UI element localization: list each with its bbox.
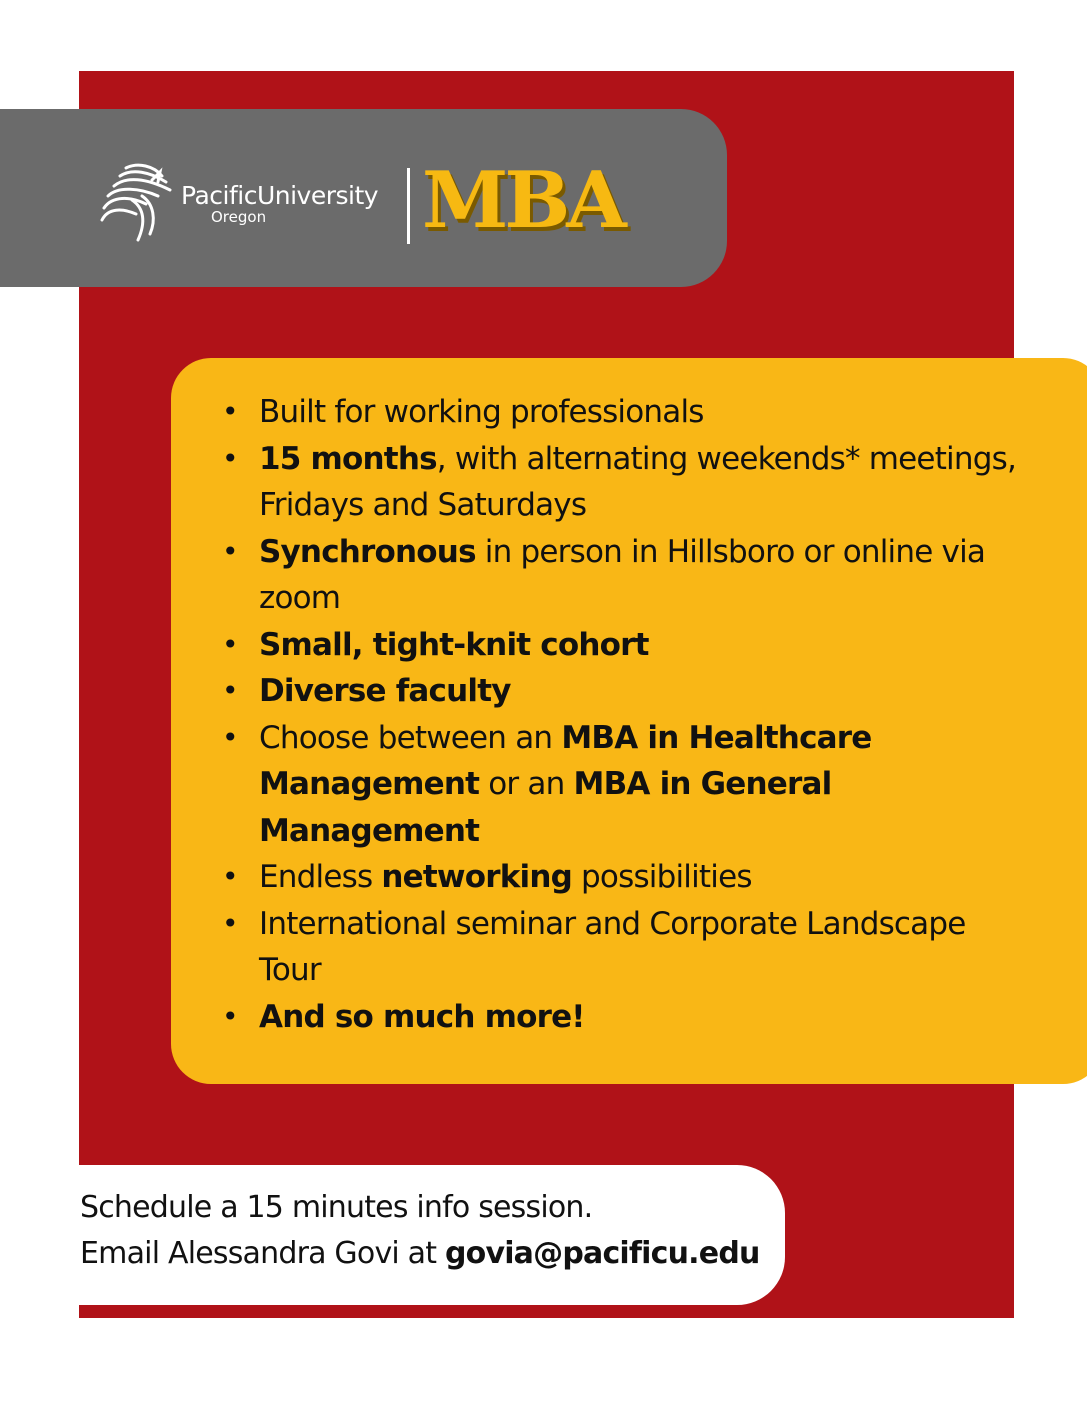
bullet-icon: • (222, 674, 238, 707)
feature-text: Built for working professionals (259, 394, 704, 430)
list-item (218, 622, 1018, 669)
bullet-icon: • (222, 860, 238, 893)
feature-text: International seminar and Corporate Landscape Tour (259, 905, 966, 988)
feature-text: Endless (259, 859, 382, 895)
list-item (218, 901, 1018, 994)
contact-email-link[interactable]: govia@pacificu.edu (444, 1236, 760, 1271)
list-item (218, 529, 1018, 622)
features-list (218, 389, 1018, 1040)
boxer-logo-icon (96, 160, 176, 246)
bullet-icon: • (222, 395, 238, 428)
contact-box (79, 1165, 785, 1305)
bullet-icon: • (222, 627, 238, 661)
feature-bold-text: 15 months (259, 440, 437, 477)
list-item (218, 854, 1018, 901)
bullet-icon: • (222, 720, 238, 754)
list-item (218, 436, 1018, 529)
feature-text: or an (479, 766, 574, 802)
bullet-icon: • (222, 999, 238, 1033)
feature-bold-text: networking (381, 859, 572, 895)
mba-wordmark: MBA (422, 155, 623, 246)
contact-email-line (80, 1236, 760, 1271)
feature-bold-text: And so much more! (259, 998, 585, 1035)
logo-divider (407, 168, 410, 244)
feature-bold-text: MBA in Healthcare Management (259, 719, 872, 802)
list-item (218, 389, 1018, 436)
bullet-icon: • (222, 441, 238, 475)
feature-text: Choose between an (259, 719, 562, 756)
feature-bold-text: Synchronous (259, 533, 476, 570)
feature-text: possibilities (572, 859, 752, 895)
feature-text: in person in Hillsboro or online via zoom (259, 533, 986, 616)
feature-bold-text: Diverse faculty (259, 673, 511, 709)
feature-bold-text: Small, tight-knit cohort (259, 626, 649, 663)
feature-text: , with alternating weekends* meetings, Fridays and Saturdays (259, 440, 1016, 523)
list-item (218, 715, 1018, 855)
university-location: Oregon (211, 208, 267, 226)
university-name: PacificUniversity (181, 181, 379, 210)
contact-email-prefix: Email Alessandra Govi at (80, 1236, 445, 1271)
contact-schedule-text: Schedule a 15 minutes info session. (80, 1190, 593, 1225)
list-item (218, 994, 1018, 1041)
bullet-icon: • (222, 906, 238, 940)
bullet-icon: • (222, 534, 238, 568)
list-item (218, 668, 1018, 715)
feature-bold-text: MBA in General Management (259, 766, 832, 849)
